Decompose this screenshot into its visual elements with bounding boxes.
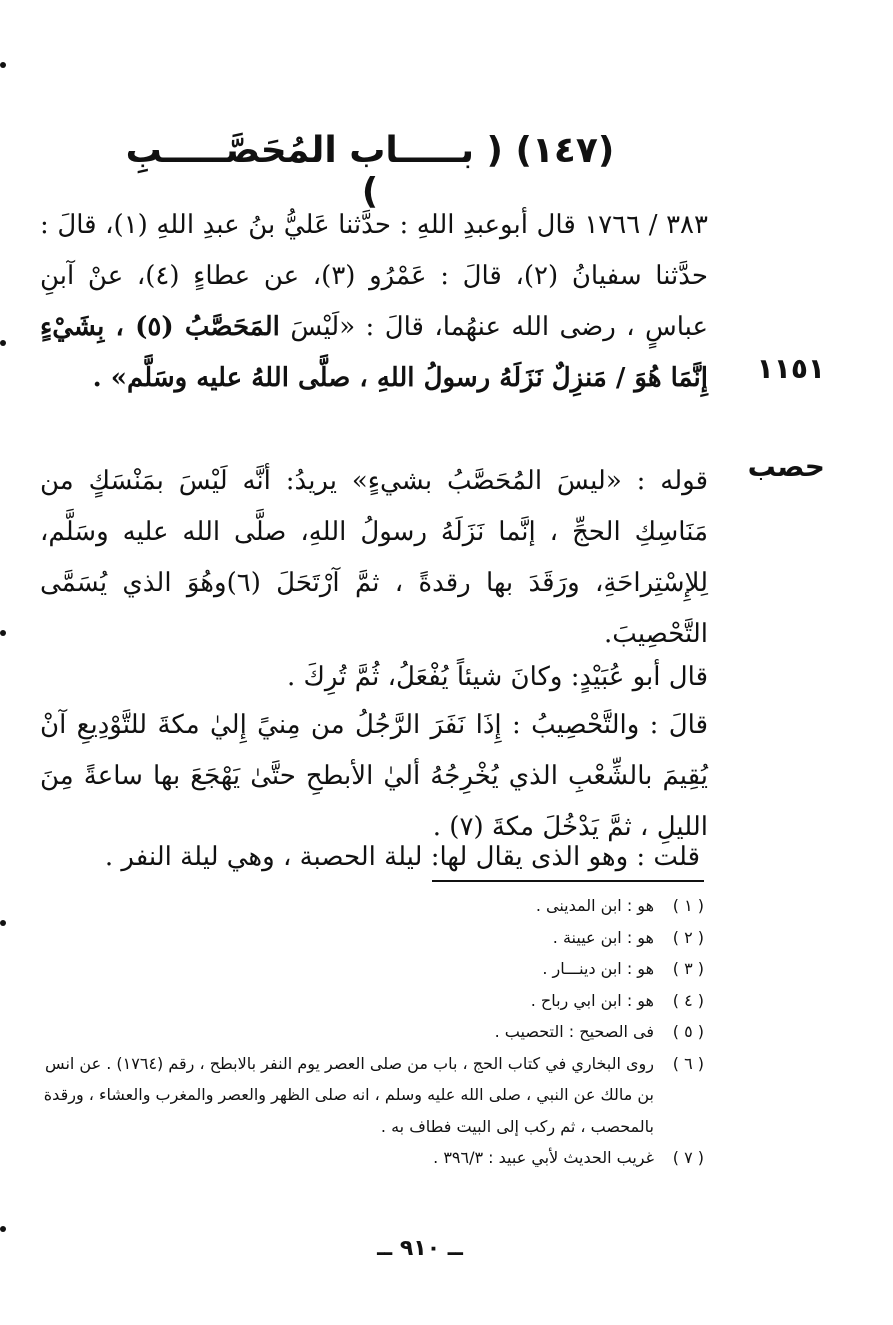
- footnote-number: ( ٢ ): [672, 927, 704, 947]
- footnote: [30, 1048, 704, 1143]
- root-word: حصب: [747, 450, 825, 483]
- footnote: [30, 922, 704, 954]
- footnote-text: هو : ابن المدينى .: [535, 896, 654, 915]
- hadith-isnad: ٣٨٣ / ١٧٦٦ قال أبوعبدِ اللهِ : حدَّثنا عَليُّ بنُ عبدِ اللهِ (١)، قالَ : حدَّثنا سفيانُ (٢)، قالَ : عَمْرُو (٣)، عن عطاءٍ (٤)، عنْ آبنِ عباسٍ ، رضى الله عنهُما، قالَ : «لَيْسَ: [40, 210, 709, 342]
- footnote: [30, 953, 704, 985]
- footnote-text: هو : ابن عيينة .: [552, 927, 654, 947]
- footnote-number: ( ٤ ): [672, 990, 704, 1010]
- footnote-text: غريب الحديث لأبي عبيد : ٣٩٦/٣ .: [433, 1148, 654, 1167]
- footnote: [30, 985, 704, 1017]
- footnote-divider: [432, 880, 704, 882]
- commentary-paragraph: قوله : «ليسَ المُحَصَّبُ بشيءٍ» يريدُ: أنَّه لَيْسَ بمَنْسَكٍ من مَنَاسِكِ الحجِّ ، إنَّما نَزَلَهُ رسولُ اللهِ، صلَّى الله عليه وسَلَّم، لِلإِسْتِراحَةِ، ورَقَدَ بها رقدةً ، ثمَّ آرْتَحَلَ (٦)وهُوَ الذي يُسَمَّى التَّحْصِيبَ.: [40, 466, 708, 649]
- tahsib-definition-paragraph: قالَ : والتَّحْصِيبُ : إِذَا نَفَرَ الرَّجُلُ من مِنيً إِليٰ مكةَ للتَّوْدِيعِ آنْ يُقِيمَ بالشِّعْبِ الذي يُخْرِجُهُ أليٰ الأبطحِ حتَّىٰ يَهْجَعَ بها ساعةً مِنَ الليلِ ، ثمَّ يَدْخُلَ مكةَ (٧) .: [40, 710, 708, 842]
- scan-mark: [0, 920, 6, 926]
- scan-mark: [0, 62, 6, 68]
- footnote: [30, 890, 704, 922]
- page-number: ــ ٩١٠ ــ: [377, 1236, 463, 1261]
- footnote-text: هو : ابن دينـــار .: [542, 959, 654, 978]
- footnote-text: فى الصحيح : التحصيب .: [494, 1022, 654, 1041]
- footnote-number: ( ٣ ): [672, 959, 704, 978]
- author-note-paragraph: قلت : وهو الذى يقال لها: ليلة الحصبة ، وهي ليلة النفر .: [104, 842, 700, 872]
- abu-ubaid-paragraph: قال أبو عُبَيْدٍ: وكانَ شيئاً يُفْعَلُ، ثُمَّ تُرِكَ .: [286, 662, 708, 692]
- scan-mark: [0, 630, 6, 636]
- footnotes: [30, 890, 704, 1174]
- footnote-number: ( ١ ): [672, 896, 704, 915]
- footnote-text: هو : ابن ابي رباح .: [530, 990, 654, 1010]
- chapter-title: (١٤٧) ( بـــــاب المُحَصَّـــــبِ ): [125, 130, 615, 212]
- hadith-paragraph: [40, 200, 708, 404]
- footnote: [30, 1016, 704, 1048]
- hadith-matn: المَحَصَّبُ (٥) ، بِشَيْءٍ إِنَّمَا هُوَ / مَنزِلٌ نَزَلَهُ رسولُ اللهِ ، صلَّى اللهُ عليه وسَلَّم» .: [40, 312, 708, 393]
- hadith-number: ١١٥١: [756, 352, 825, 385]
- footnote-number: ( ٧ ): [672, 1148, 704, 1167]
- footnote-number: ( ٥ ): [672, 1022, 704, 1041]
- footnote-text: روى البخاري في كتاب الحج ، باب من صلى العصر يوم النفر بالابطح ، رقم (١٧٦٤) . عن انس بن مالك عن النبي ، صلى الله عليه وسلم ، انه صلى الظهر والعصر والمغرب والعشاء ، ورقدة بالمحصب ، ثم ركب إلى البيت فطاف به .: [43, 1053, 654, 1136]
- scan-mark: [0, 340, 6, 346]
- footnote: [30, 1142, 704, 1174]
- scan-mark: [0, 1226, 6, 1232]
- footnote-number: ( ٦ ): [672, 1053, 704, 1073]
